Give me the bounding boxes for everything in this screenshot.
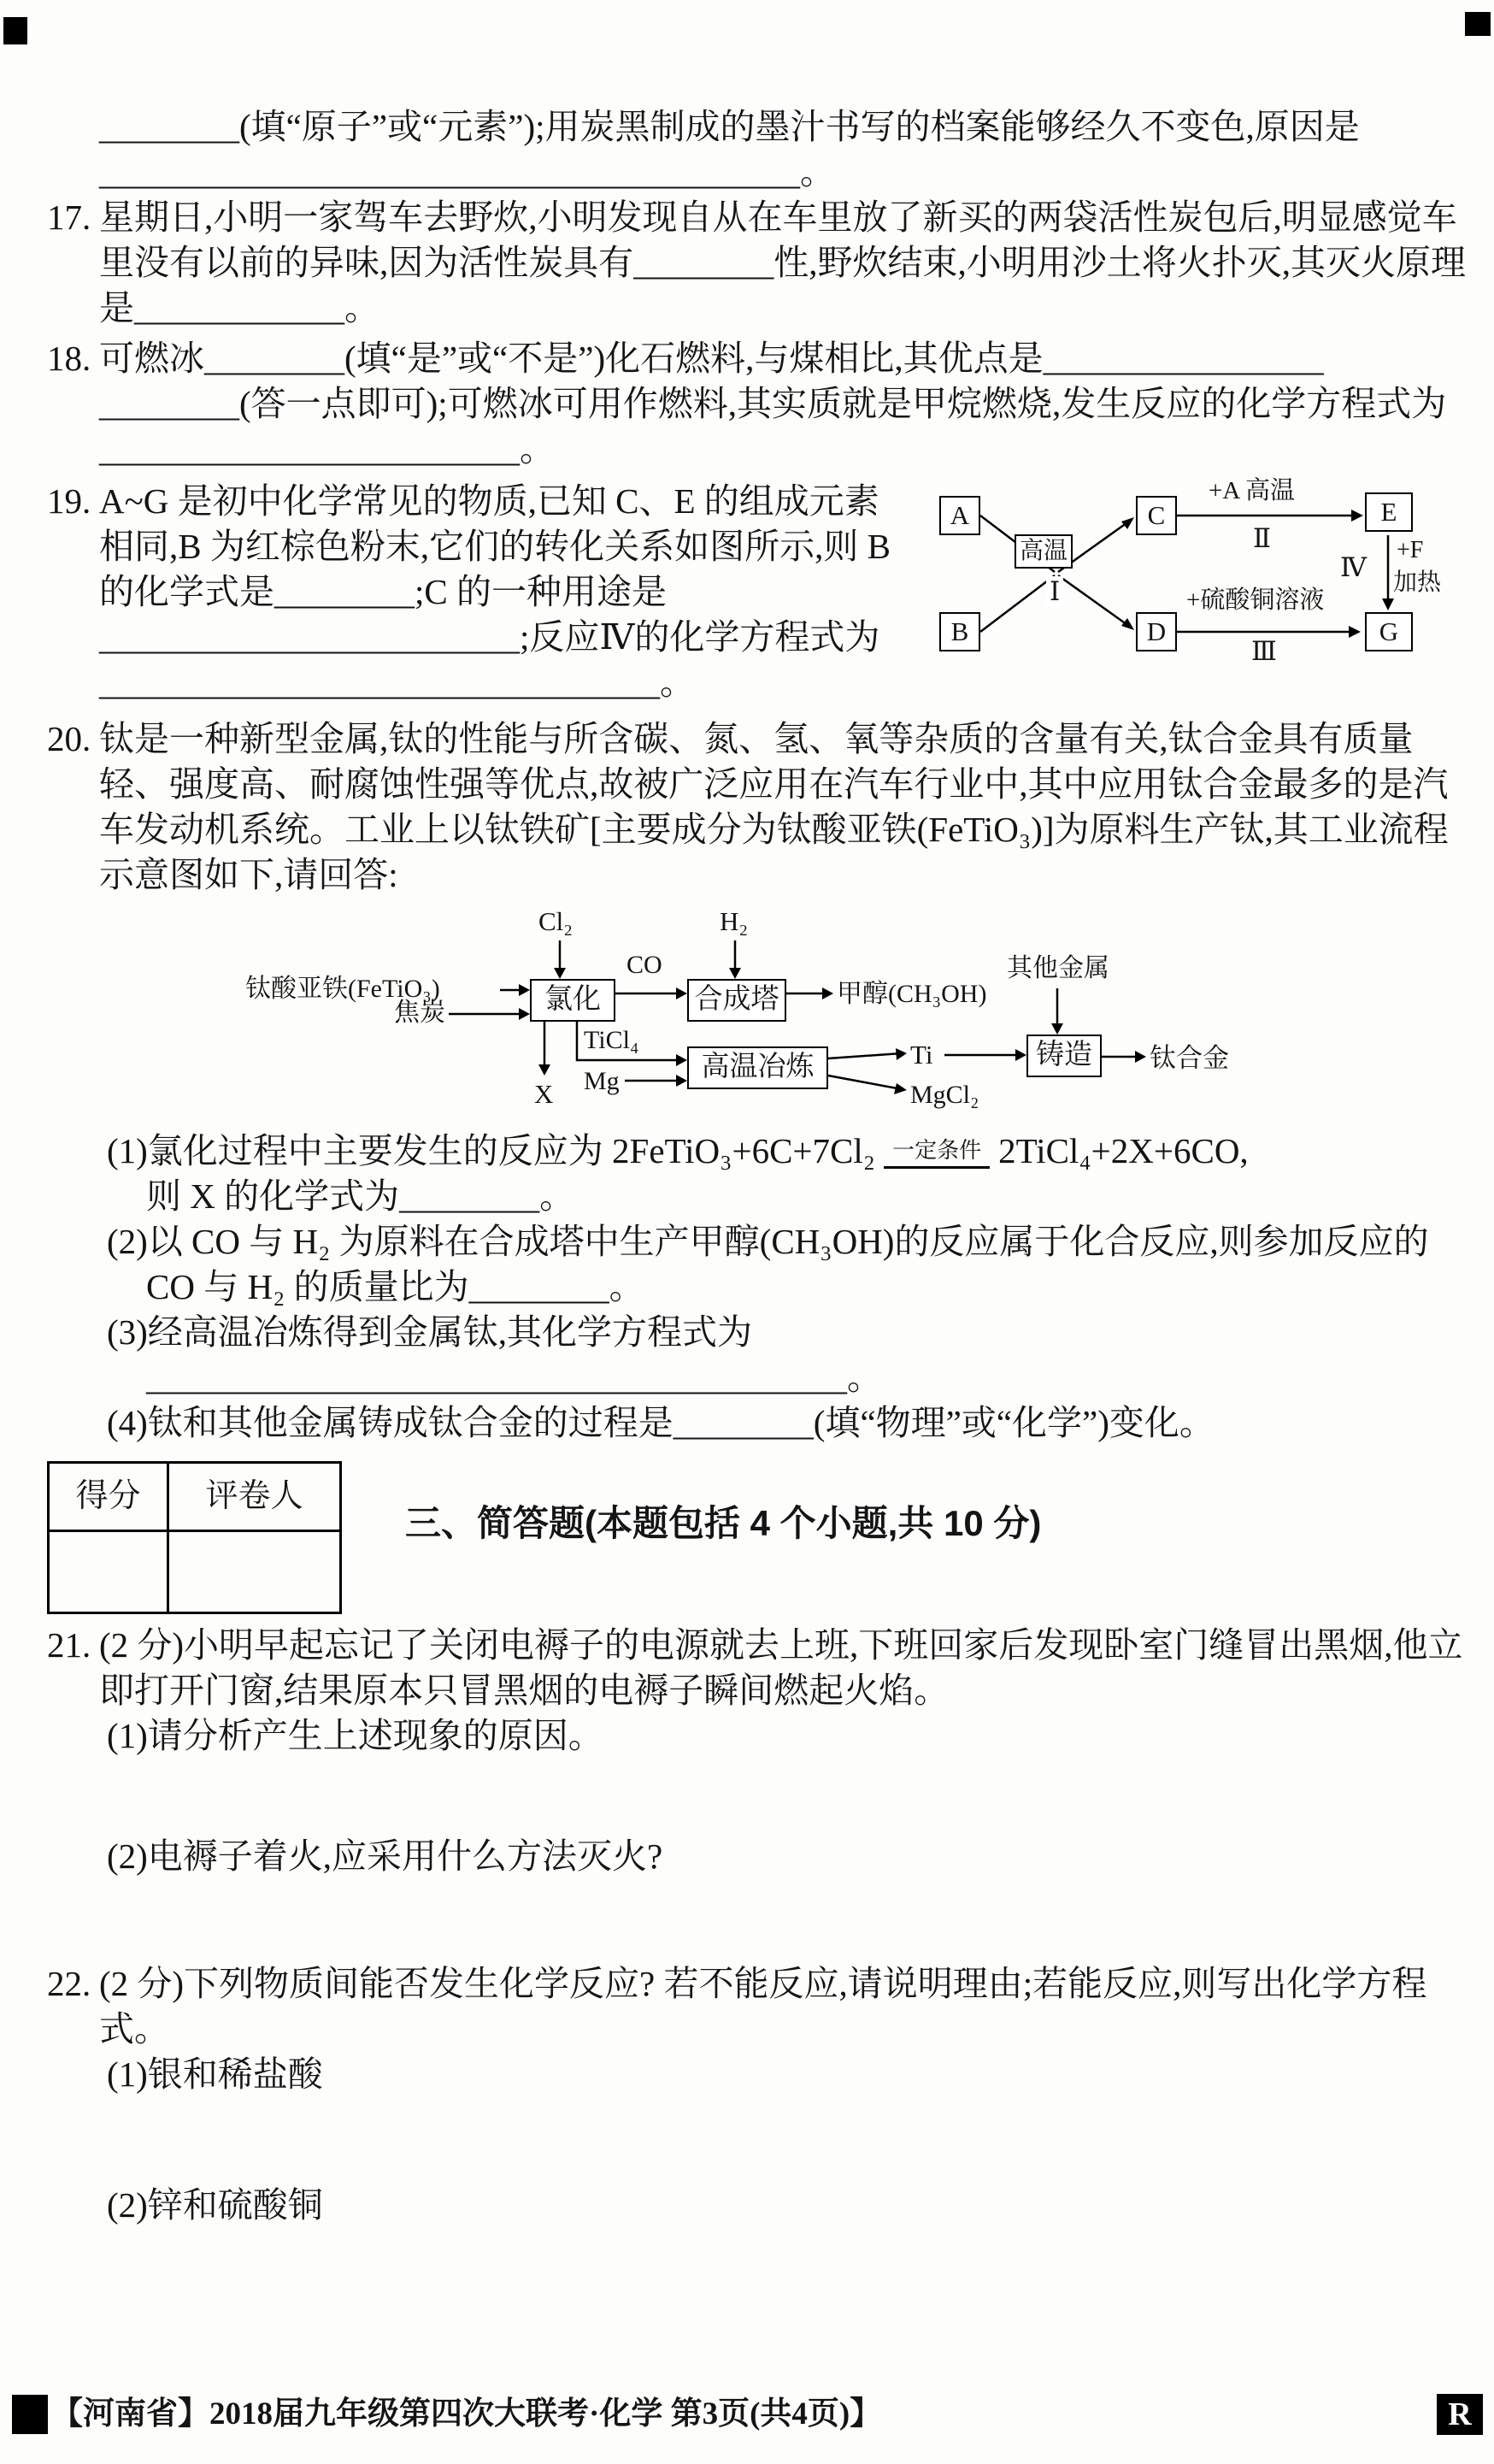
flow-label-alloy: 钛合金 [1150,1043,1229,1073]
q20-p1-equation-right: 2TiCl₄+2X+6CO, [998,1131,1249,1170]
node-b-label: B [950,616,969,647]
reaction-3-condition: +硫酸铜溶液 [1186,587,1325,614]
score-box-grader-label: 评卷人 [168,1463,341,1531]
flow-label-coke: 焦炭 [394,999,445,1027]
node-b-box [939,612,980,651]
flow-box-synthesis-tower-label: 合成塔 [694,984,779,1016]
flow-label-other-metals: 其他金属 [1007,954,1109,982]
question-17-number: 17. [47,197,91,237]
q20-p1-equation-left: (1)氯化过程中主要发生的反应为 2FeTiO₃+6C+7Cl₂ [107,1131,876,1170]
question-18 [47,336,1466,472]
page-footer [12,2394,1483,2435]
footer-right-mark: R [1437,2394,1483,2435]
reaction-4-label: Ⅳ [1340,552,1367,582]
flow-label-mg: Mg [584,1067,620,1095]
node-g-box [1365,612,1413,651]
question-22-part-1: (1)银和稀盐酸 [107,2054,323,2094]
question-16-continuation: ________(填“原子”或“元素”);用炭黑制成的墨汁书写的档案能够经久不变色,原因是________________________________________。 [99,107,1360,192]
question-20-number: 20. [47,719,91,758]
section-3-title: 三、简答题(本题包括 4 个小题,共 10 分) [405,1503,1042,1543]
flow-box-smelting-label: 高温冶炼 [701,1052,815,1083]
reaction-2-label: Ⅱ [1253,523,1272,553]
flow-label-cl2: Cl₂ [538,906,573,936]
question-19-text: A~G 是初中化学常见的物质,已知 C、E 的组成元素相同,B 为红棕色粉末,它们的转化关系如图所示,则 B 的化学式是________;C 的一种用途是________________________;反应Ⅳ的化学方程式为________________________________。 [99,481,891,702]
q20-p1-line2: 则 X 的化学式为________。 [146,1176,575,1216]
section-3-header-row [47,1461,1466,1614]
flow-box-smelting [687,1046,828,1089]
flow-box-chlorination-label: 氯化 [544,984,601,1016]
flow-label-ti: Ti [910,1040,933,1070]
question-19-number: 19. [47,481,91,521]
question-21-number: 21. [47,1625,91,1665]
q19-transformation-diagram [928,477,1484,672]
score-box [47,1461,342,1614]
reaction-1-label: Ⅰ [1046,576,1063,607]
flow-label-ilmenite: 钛酸亚铁(FeTiO₃) [245,975,440,1003]
question-22-text: (2 分)下列物质间能否发生化学反应? 若不能反应,请说明理由;若能反应,则写出化学方程式。 [99,1964,1427,2048]
q20-p1-reaction-condition: 一定条件 [884,1138,990,1169]
flow-label-ticl4: TiCl₄ [584,1026,639,1054]
reaction-2-condition: +A 高温 [1209,477,1295,504]
q20-flow-diagram [244,906,1261,1115]
flow-box-casting [1026,1035,1102,1077]
question-20-part-1 [47,1129,1466,1219]
question-22-part-2: (2)锌和硫酸铜 [107,2185,323,2225]
question-19 [47,479,1466,710]
condition-high-temp-box [1015,534,1073,569]
question-20-part-2: (2)以 CO 与 H₂ 为原料在合成塔中生产甲醇(CH₃OH)的反应属于化合反应,则参加反应的 CO 与 H₂ 的质量比为________。 [107,1222,1429,1306]
question-21-text: (2 分)小明早起忘记了关闭电褥子的电源就去上班,下班回家后发现卧室门缝冒出黑烟,他立即打开门窗,结果原本只冒黑烟的电褥子瞬间燃起火焰。 [99,1625,1463,1710]
question-17 [47,195,1466,331]
score-box-score-label: 得分 [49,1463,168,1531]
flow-box-casting-label: 铸造 [1036,1040,1092,1071]
reaction-3-label: Ⅲ [1251,636,1277,666]
question-20-text: 钛是一种新型金属,钛的性能与所含碳、氮、氢、氧等杂质的含量有关,钛合金具有质量轻、强度高、耐腐蚀性强等优点,故被广泛应用在汽车行业中,其中应用钛合金最多的是汽车发动机系统。工业上以钛铁矿[主要成分为钛酸亚铁(FeTiO₃)]为原料生产钛,其工业流程示意图如下,请回答: [99,719,1449,894]
node-e-label: E [1380,497,1397,528]
question-21 [47,1623,1466,1713]
footer-text: 【河南省】2018届九年级第四次大联考·化学 第3页(共4页)】 [51,2396,882,2432]
question-20-part-4: (4)钛和其他金属铸成钛合金的过程是________(填“物理”或“化学”)变化。 [107,1403,1215,1442]
node-d-box [1136,612,1177,651]
node-a-box [939,496,980,535]
question-18-number: 18. [47,339,91,378]
flow-label-mgcl2: MgCl₂ [910,1081,979,1109]
reaction-4-condition-f: +F [1397,537,1424,563]
node-g-label: G [1379,616,1399,647]
question-20-part-3: (3)经高温冶炼得到金属钛,其化学方程式为________________________________________。 [107,1312,882,1397]
question-22 [47,1961,1466,2052]
flow-label-co: CO [626,951,662,979]
node-c-label: C [1147,500,1166,531]
node-c-box [1136,496,1177,535]
question-17-text: 星期日,小明一家驾车去野炊,小明发现自从在车里放了新买的两袋活性炭包后,明显感觉车里没有以前的异味,因为活性炭具有________性,野炊结束,小明用沙土将火扑灭,其灭火原理是____________。 [99,197,1466,327]
score-box-grader-cell [168,1531,341,1613]
question-21-part-1: (1)请分析产生上述现象的原因。 [107,1716,603,1755]
flow-label-x: X [534,1079,554,1109]
reaction-4-condition-heat: 加热 [1393,569,1442,596]
node-d-label: D [1146,616,1167,647]
node-e-box [1365,492,1413,532]
flow-box-chlorination [530,979,615,1022]
flow-label-methanol: 甲醇(CH₃OH) [837,980,987,1008]
flow-box-synthesis-tower [687,979,786,1022]
question-18-text: 可燃冰________(填“是”或“不是”)化石燃料,与煤相比,其优点是________________ ________(答一点即可);可燃冰可用作燃料,其实质就是甲烷燃烧,发生反应的化学方程式为________________________。 [99,339,1447,469]
question-20 [47,716,1466,898]
node-a-label: A [950,500,970,531]
question-22-number: 22. [47,1964,91,2003]
flow-label-h2: H₂ [720,906,749,936]
footer-left-mark [12,2395,48,2434]
score-box-score-cell [49,1531,168,1613]
condition-high-temp-label: 高温 [1019,537,1068,564]
question-21-part-2: (2)电褥子着火,应采用什么方法灭火? [107,1836,663,1876]
